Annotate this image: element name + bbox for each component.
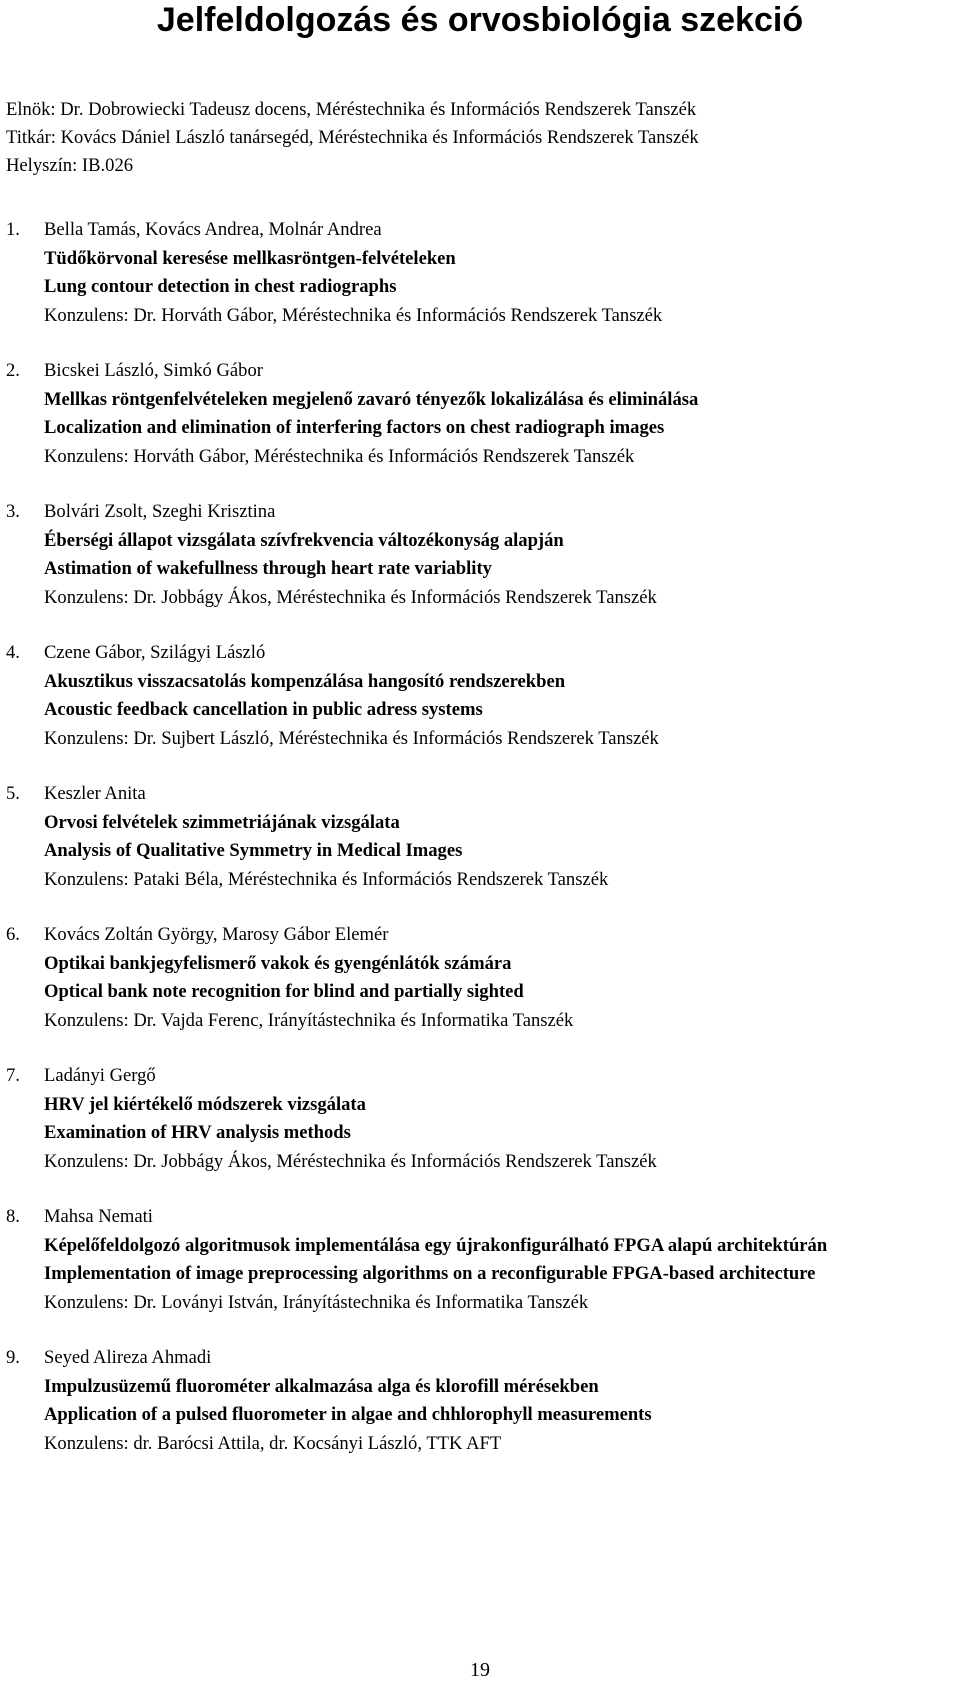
presentation-entry-3 (6, 498, 956, 612)
presentation-entry-1 (6, 216, 956, 330)
entry-authors: Czene Gábor, Szilágyi László (44, 642, 266, 663)
entry-advisor: Konzulens: Pataki Béla, Méréstechnika és Információs Rendszerek Tanszék (44, 868, 609, 890)
entry-number: 3. (6, 501, 20, 522)
entry-number: 2. (6, 360, 20, 381)
entry-authors: Mahsa Nemati (44, 1206, 153, 1227)
entry-number: 6. (6, 924, 20, 945)
entry-number: 4. (6, 642, 20, 663)
entry-title-en: Implementation of image preprocessing algorithms on a reconfigurable FPGA-based architecture (44, 1263, 816, 1284)
entry-title-hu: Éberségi állapot vizsgálata szívfrekvencia változékonyság alapján (44, 529, 564, 551)
entry-title-en: Lung contour detection in chest radiographs (44, 276, 397, 297)
session-secretary: Titkár: Kovács Dániel László tanársegéd, Méréstechnika és Információs Rendszerek Tanszék (6, 127, 699, 148)
entry-advisor: Konzulens: Dr. Sujbert László, Méréstechnika és Információs Rendszerek Tanszék (44, 727, 659, 749)
page-number: 19 (470, 1659, 490, 1681)
presentation-entry-7 (6, 1062, 956, 1176)
entry-number: 8. (6, 1206, 20, 1227)
presentation-list (6, 216, 956, 1485)
entry-advisor: Konzulens: Dr. Horváth Gábor, Méréstechnika és Információs Rendszerek Tanszék (44, 304, 663, 326)
entry-title-hu: Akusztikus visszacsatolás kompenzálása hangosító rendszerekben (44, 670, 566, 692)
entry-title-en: Astimation of wakefullness through heart rate variablity (44, 558, 492, 579)
entry-number: 1. (6, 219, 20, 240)
entry-authors: Kovács Zoltán György, Marosy Gábor Elemér (44, 924, 389, 945)
entry-title-en: Application of a pulsed fluorometer in algae and chhlorophyll measurements (44, 1404, 652, 1425)
entry-title-hu: Orvosi felvételek szimmetriájának vizsgálata (44, 811, 400, 833)
entry-title-en: Localization and elimination of interfering factors on chest radiograph images (44, 417, 665, 438)
entry-title-en: Optical bank note recognition for blind and partially sighted (44, 981, 524, 1002)
presentation-entry-6 (6, 921, 956, 1035)
session-chair: Elnök: Dr. Dobrowiecki Tadeusz docens, Méréstechnika és Információs Rendszerek Tanszék (6, 99, 697, 120)
entry-number: 7. (6, 1065, 20, 1086)
presentation-entry-9 (6, 1344, 956, 1458)
entry-advisor: Konzulens: Dr. Jobbágy Ákos, Méréstechnika és Információs Rendszerek Tanszék (44, 586, 657, 608)
entry-number: 9. (6, 1347, 20, 1368)
entry-authors: Keszler Anita (44, 783, 146, 804)
presentation-entry-4 (6, 639, 956, 753)
entry-title-en: Acoustic feedback cancellation in public adress systems (44, 699, 483, 720)
entry-title-en: Examination of HRV analysis methods (44, 1122, 351, 1143)
entry-number: 5. (6, 783, 20, 804)
entry-title-hu: HRV jel kiértékelő módszerek vizsgálata (44, 1093, 366, 1115)
entry-title-hu: Képelőfeldolgozó algoritmusok implementálása egy újrakonfigurálható FPGA alapú architektúrán (44, 1234, 828, 1256)
entry-title-hu: Mellkas röntgenfelvételeken megjelenő zavaró tényezők lokalizálása és eliminálása (44, 388, 699, 410)
presentation-entry-5 (6, 780, 956, 894)
session-info (6, 96, 699, 180)
entry-advisor: Konzulens: Horváth Gábor, Méréstechnika és Információs Rendszerek Tanszék (44, 445, 635, 467)
entry-advisor: Konzulens: Dr. Loványi István, Irányítástechnika és Informatika Tanszék (44, 1291, 589, 1313)
entry-authors: Ladányi Gergő (44, 1065, 156, 1086)
session-venue: Helyszín: IB.026 (6, 155, 134, 176)
entry-title-hu: Optikai bankjegyfelismerő vakok és gyengénlátók számára (44, 952, 512, 974)
entry-authors: Seyed Alireza Ahmadi (44, 1347, 212, 1368)
presentation-entry-2 (6, 357, 956, 471)
entry-advisor: Konzulens: Dr. Jobbágy Ákos, Méréstechnika és Információs Rendszerek Tanszék (44, 1150, 657, 1172)
entry-advisor: Konzulens: Dr. Vajda Ferenc, Irányítástechnika és Informatika Tanszék (44, 1009, 574, 1031)
entry-authors: Bolvári Zsolt, Szeghi Krisztina (44, 501, 276, 522)
entry-advisor: Konzulens: dr. Barócsi Attila, dr. Kocsányi László, TTK AFT (44, 1432, 502, 1454)
entry-title-hu: Impulzusüzemű fluorométer alkalmazása alga és klorofill mérésekben (44, 1375, 599, 1397)
entry-authors: Bella Tamás, Kovács Andrea, Molnár Andrea (44, 219, 382, 240)
entry-title-en: Analysis of Qualitative Symmetry in Medical Images (44, 840, 463, 861)
presentation-entry-8 (6, 1203, 956, 1317)
entry-authors: Bicskei László, Simkó Gábor (44, 360, 263, 381)
section-title: Jelfeldolgozás és orvosbiológia szekció (156, 1, 804, 39)
entry-title-hu: Tüdőkörvonal keresése mellkasröntgen-felvételeken (44, 247, 456, 269)
